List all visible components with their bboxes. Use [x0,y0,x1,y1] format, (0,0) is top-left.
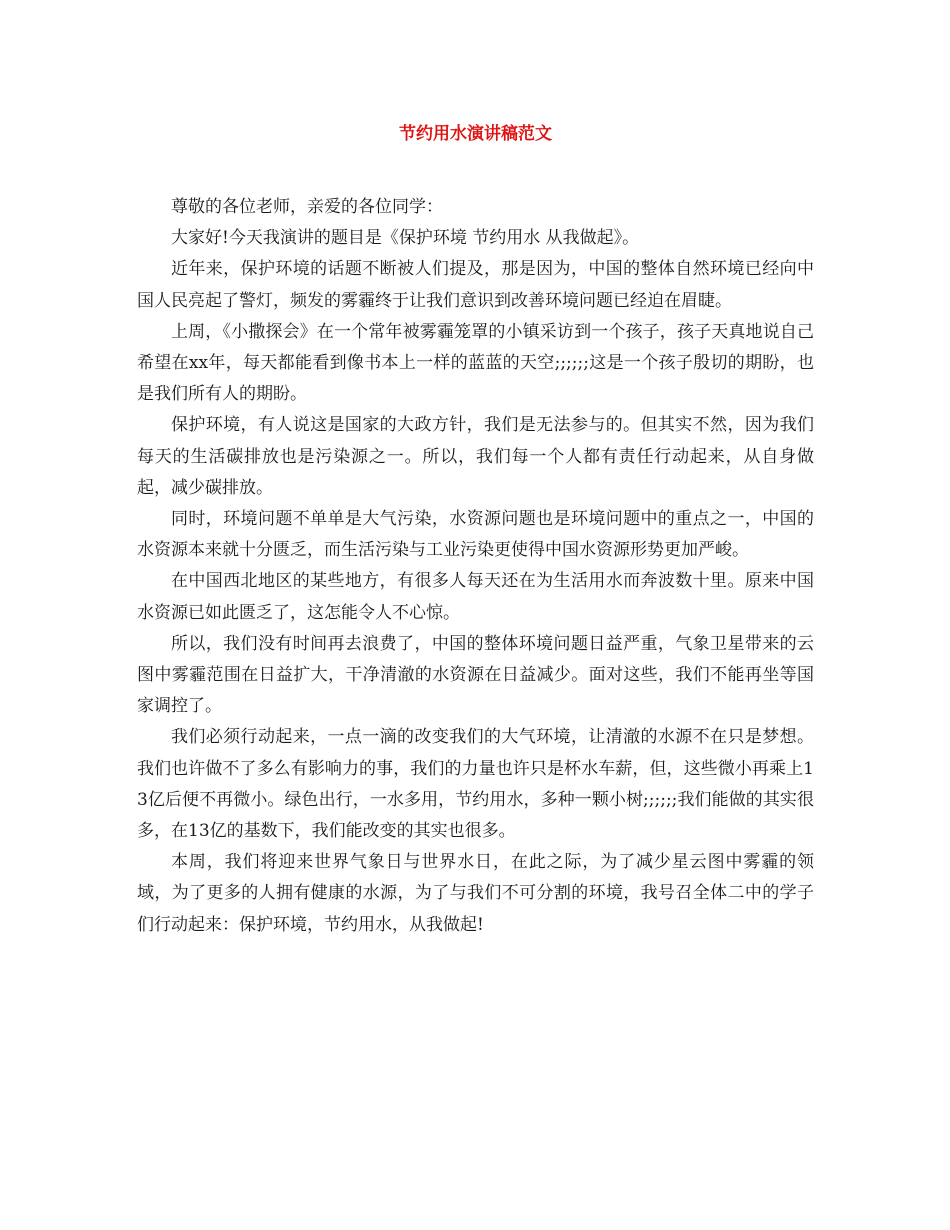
paragraph-greeting: 大家好!今天我演讲的题目是《保护环境 节约用水 从我做起》。 [171,228,640,249]
paragraph: 上周，《小撒探会》在一个常年被雾霾笼罩的小镇采访到一个孩子，孩子天真地说自己希望在xx年，每天都能看到像书本上一样的蓝蓝的天空;;;;;;这是一个孩子殷切的期盼，也是我们所有人的期盼。 [137,321,814,405]
paragraph-closing: 本周，我们将迎来世界气象日与世界水日，在此之际，为了减少星云图中雾霾的领域，为了更多的人拥有健康的水源，为了与我们不可分割的环境，我号召全体二中的学子们行动起来：保护环境，节约用水，从我做起! [137,852,814,935]
paragraph: 我们必须行动起来，一点一滴的改变我们的大气环境，让清澈的水源不在只是梦想。我们也许做不了多么有影响力的事，我们的力量也许只是杯水车薪，但，这些微小再乘上13亿后便不再微小。绿色出行，一水多用，节约用水，多种一颗小树;;;;;;我们能做的其实很多，在13亿的基数下，我们能改变的其实也很多。 [137,727,814,842]
document-body [137,192,814,941]
paragraph-salutation: 尊敬的各位老师，亲爱的各位同学： [171,197,443,217]
paragraph: 在中国西北地区的某些地方，有很多人每天还在为生活用水而奔波数十里。原来中国水资源已如此匮乏了，这怎能令人不心惊。 [137,571,814,623]
paragraph: 所以，我们没有时间再去浪费了，中国的整体环境问题日益严重，气象卫星带来的云图中雾霾范围在日益扩大，干净清澈的水资源在日益减少。面对这些，我们不能再坐等国家调控了。 [137,633,814,717]
paragraph: 同时，环境问题不单单是大气污染，水资源问题也是环境问题中的重点之一，中国的水资源本来就十分匮乏，而生活污染与工业污染更使得中国水资源形势更加严峻。 [137,509,814,561]
paragraph: 近年来，保护环境的话题不断被人们提及，那是因为，中国的整体自然环境已经向中国人民亮起了警灯，频发的雾霾终于让我们意识到改善环境问题已经迫在眉睫。 [137,259,814,311]
document-title: 节约用水演讲稿范文 [399,124,552,144]
paragraph: 保护环境，有人说这是国家的大政方针，我们是无法参与的。但其实不然，因为我们每天的生活碳排放也是污染源之一。所以，我们每一个人都有责任行动起来，从自身做起，减少碳排放。 [137,415,814,498]
